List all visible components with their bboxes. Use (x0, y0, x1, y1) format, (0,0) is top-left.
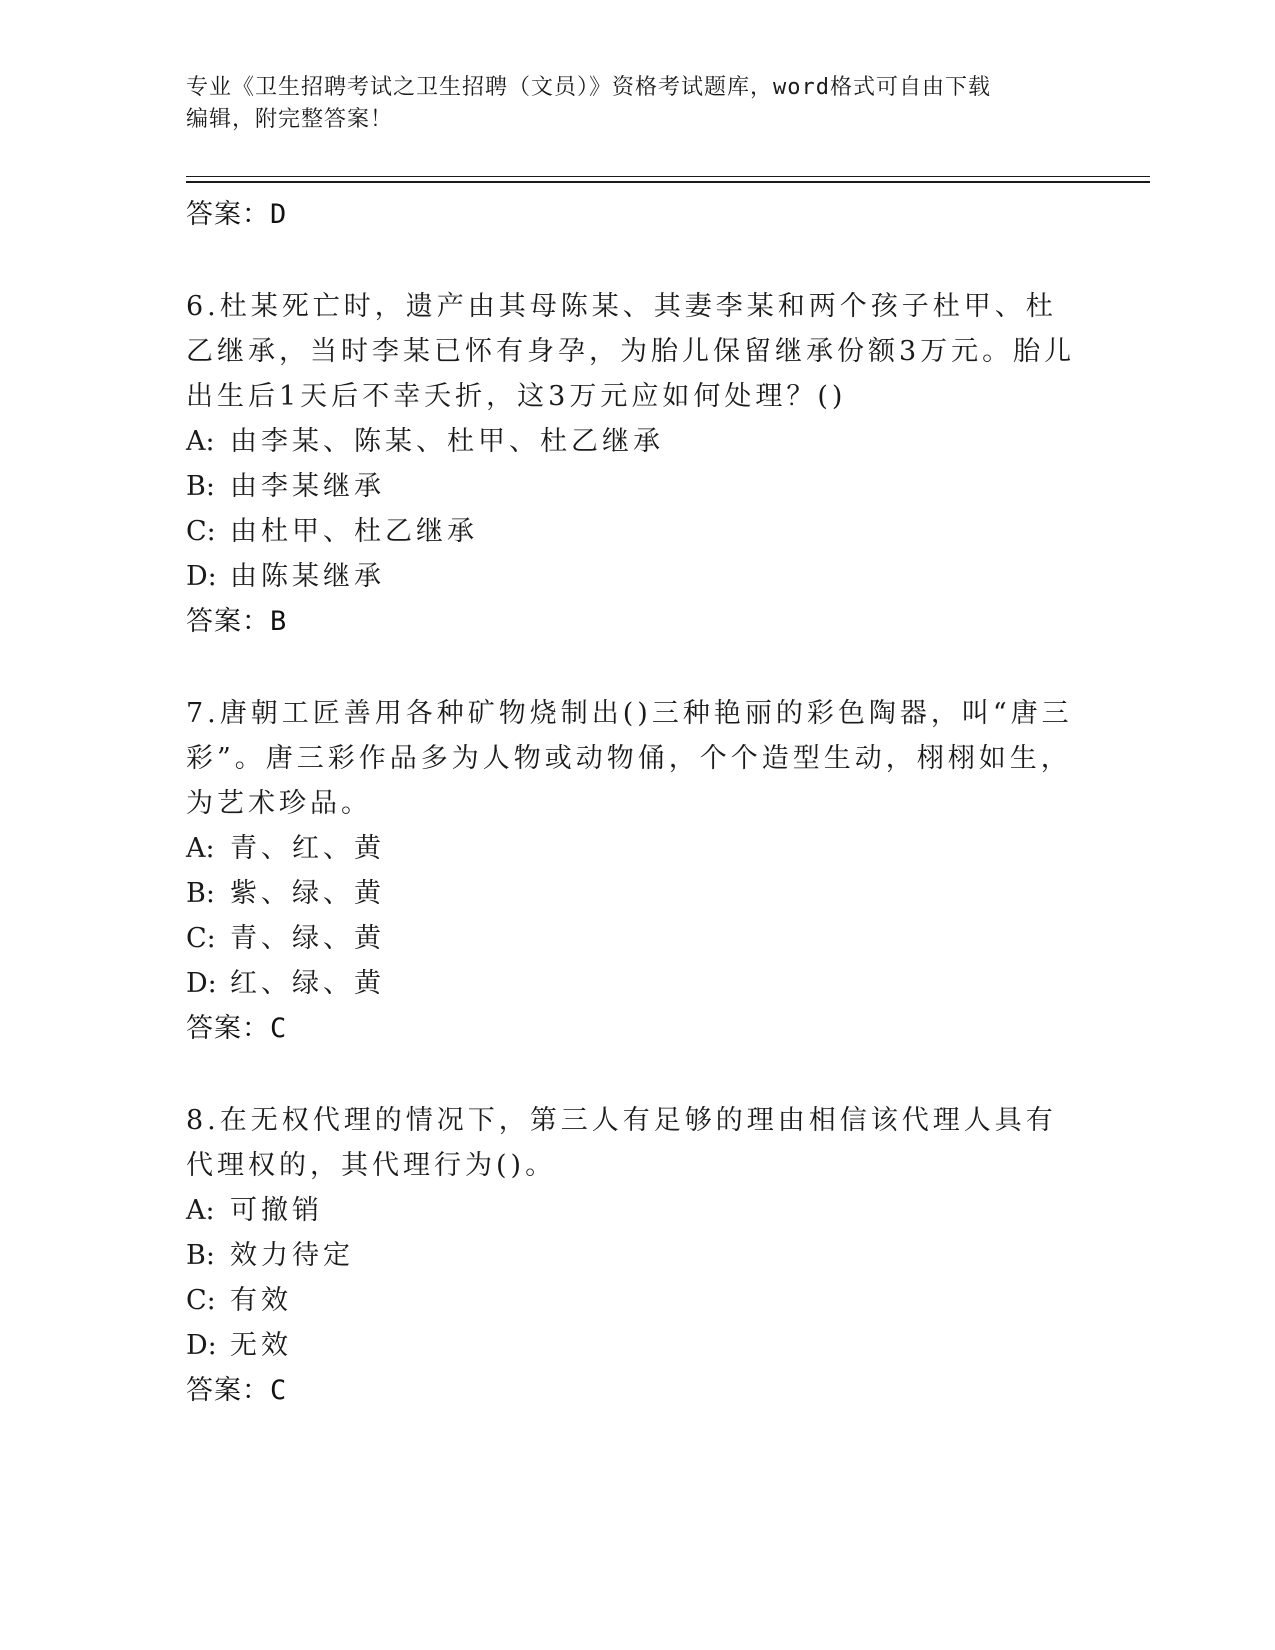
option-a (186, 419, 1086, 464)
option-d (186, 1323, 1086, 1368)
answer: 答案：C (186, 1375, 288, 1406)
option-key: C: (186, 516, 216, 547)
option-text: 青、红、黄 (230, 833, 385, 864)
option-b (186, 464, 1086, 509)
option-key: A: (186, 1195, 215, 1226)
header-rule-thick (186, 181, 1150, 183)
option-text: 由陈某继承 (230, 561, 385, 592)
option-c (186, 509, 1086, 554)
header-line-2: 编辑，附完整答案！ (186, 107, 394, 132)
option-key: B: (186, 878, 215, 909)
option-text: 可撤销 (230, 1195, 323, 1226)
option-text: 红、绿、黄 (230, 968, 385, 999)
option-b (186, 1233, 1086, 1278)
header-rule-thin (186, 176, 1150, 177)
previous-answer: 答案：D (186, 199, 288, 230)
question-stem: 6.杜某死亡时，遗产由其母陈某、其妻李某和两个孩子杜甲、杜乙继承，当时李某已怀有身孕，为胎儿保留继承份额3万元。胎儿出生后1天后不幸夭折，这3万元应如何处理？() (186, 291, 1076, 412)
option-d (186, 554, 1086, 599)
option-d (186, 961, 1086, 1006)
option-text: 紫、绿、黄 (230, 878, 385, 909)
option-key: C: (186, 923, 216, 954)
option-a (186, 1188, 1086, 1233)
option-text: 有效 (230, 1285, 292, 1316)
option-text: 效力待定 (230, 1240, 354, 1271)
question-stem: 7.唐朝工匠善用各种矿物烧制出()三种艳丽的彩色陶器，叫“唐三彩”。唐三彩作品多为人物或动物俑，个个造型生动，栩栩如生，为艺术珍品。 (186, 698, 1073, 819)
option-key: A: (186, 833, 215, 864)
option-c (186, 916, 1086, 961)
answer: 答案：B (186, 606, 288, 637)
option-text: 由李某继承 (230, 471, 385, 502)
document-header (186, 72, 1066, 136)
question-8 (186, 1098, 1086, 1414)
option-key: B: (186, 471, 215, 502)
question-stem: 8.在无权代理的情况下，第三人有足够的理由相信该代理人具有代理权的，其代理行为()。 (186, 1105, 1057, 1181)
option-text: 由李某、陈某、杜甲、杜乙继承 (230, 426, 664, 457)
option-key: B: (186, 1240, 215, 1271)
option-b (186, 871, 1086, 916)
option-text: 无效 (230, 1330, 292, 1361)
option-key: D: (186, 561, 217, 592)
option-key: A: (186, 426, 215, 457)
option-text: 青、绿、黄 (230, 923, 385, 954)
option-text: 由杜甲、杜乙继承 (230, 516, 478, 547)
option-c (186, 1278, 1086, 1323)
question-6 (186, 284, 1086, 645)
header-line-1: 专业《卫生招聘考试之卫生招聘（文员）》资格考试题库，word格式可自由下载 (186, 75, 991, 100)
option-key: C: (186, 1285, 216, 1316)
option-key: D: (186, 1330, 217, 1361)
question-list (186, 186, 1086, 1414)
question-7 (186, 691, 1086, 1052)
option-key: D: (186, 968, 217, 999)
option-a (186, 826, 1086, 871)
answer: 答案：C (186, 1013, 288, 1044)
